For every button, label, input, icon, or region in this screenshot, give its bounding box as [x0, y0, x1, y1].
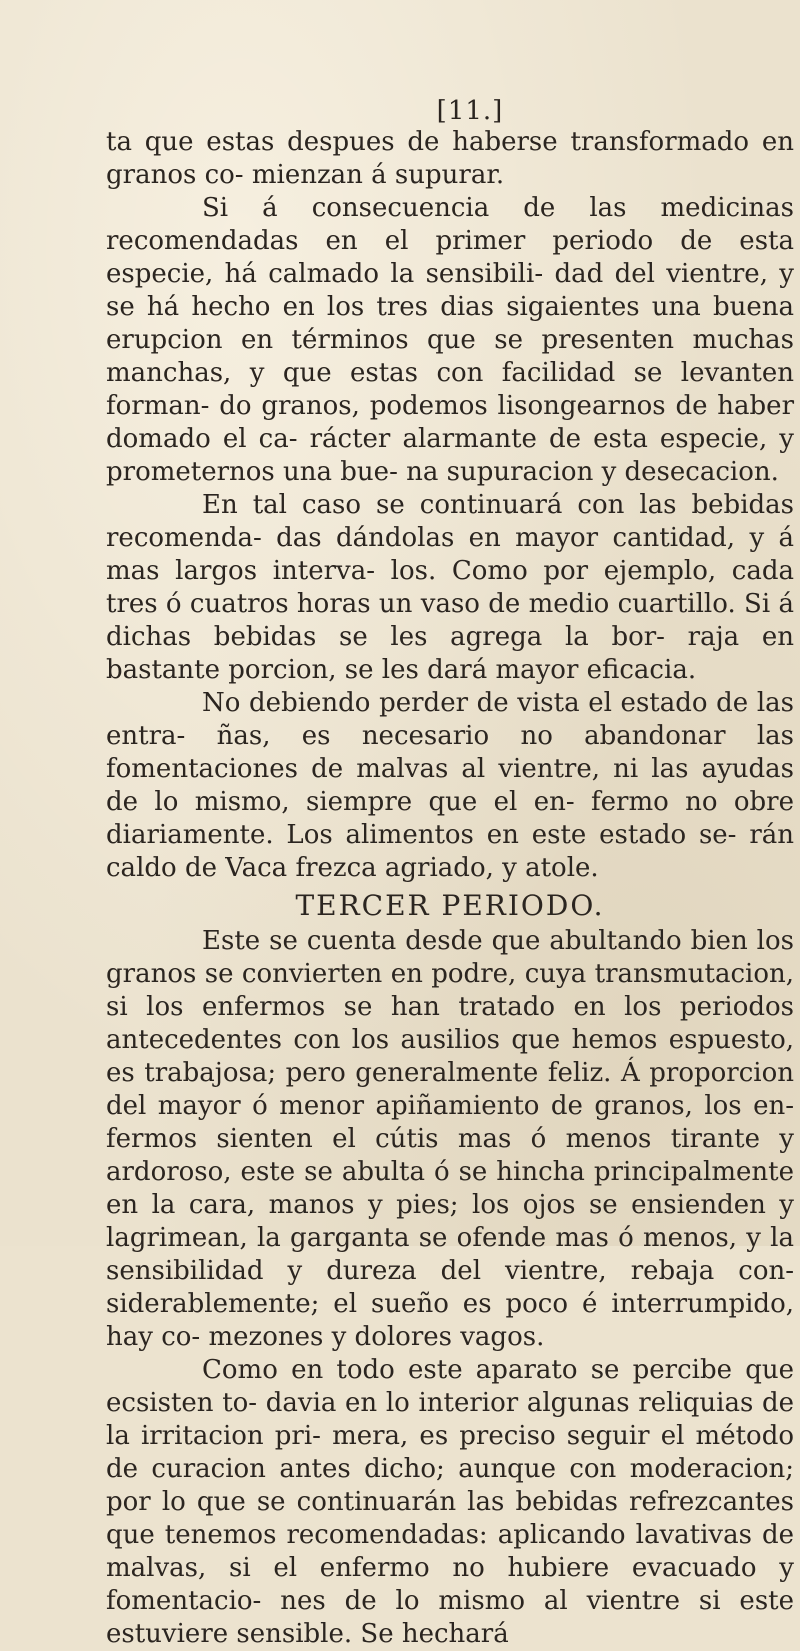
- paragraph: En tal caso se continuará con las bebidas recomenda- das dándolas en mayor cantidad, y á mas largos interva- los. Como por ejemplo, cada tres ó cuatros horas un vaso de medio cuartillo. Si á dichas bebidas se les agrega la bor- raja en bastante porcion, se les dará mayor eficacia.: [106, 490, 794, 685]
- section-heading: TERCER PERIODO.: [295, 889, 605, 922]
- page-number: [11.]: [436, 96, 504, 126]
- page-text: [106, 96, 794, 1651]
- paragraph: Si á consecuencia de las medicinas recomendadas en el primer periodo de esta especie, há calmado la sensibili- dad del vientre, y se há hecho en los tres dias sigaientes una buena erupcion en términos que se presenten muchas manchas, y que estas con facilidad se levanten forman- do granos, podemos lisongearnos de haber domado el ca- rácter alarmante de esta especie, y prometernos una bue- na supuracion y desecacion.: [106, 193, 794, 487]
- paragraph: Este se cuenta desde que abultando bien los granos se convierten en podre, cuya transmutacion, si los enfermos se han tratado en los periodos antecedentes con los ausilios que hemos espuesto, es trabajosa; pero generalmente feliz. Á proporcion del mayor ó menor apiñamiento de granos, los en- fermos sienten el cútis mas ó menos tirante y ardoroso, este se abulta ó se hincha principalmente en la cara, manos y pies; los ojos se ensienden y lagrimean, la garganta se ofende mas ó menos, y la sensibilidad y dureza del vientre, rebaja con- siderablemente; el sueño es poco é interrumpido, hay co- mezones y dolores vagos.: [106, 926, 794, 1352]
- paragraph: No debiendo perder de vista el estado de las entra- ñas, es necesario no abandonar las fomentaciones de malvas al vientre, ni las ayudas de lo mismo, siempre que el en- fermo no obre diariamente. Los alimentos en este estado se- rán caldo de Vaca frezca agriado, y atole.: [106, 688, 794, 883]
- paragraph-continuation: ta que estas despues de haberse transformado en granos co- mienzan á supurar.: [106, 127, 794, 190]
- paragraph: Como en todo este aparato se percibe que ecsisten to- davia en lo interior algunas reliquias de la irritacion pri- mera, es preciso seguir el método de curacion antes dicho; aunque con moderacion; por lo que se continuarán las bebidas refrezcantes que tenemos recomendadas: aplicando lavativas de malvas, si el enfermo no hubiere evacuado y fomentacio- nes de lo mismo al vientre si este estuviere sensible. Se hechará: [106, 1355, 794, 1649]
